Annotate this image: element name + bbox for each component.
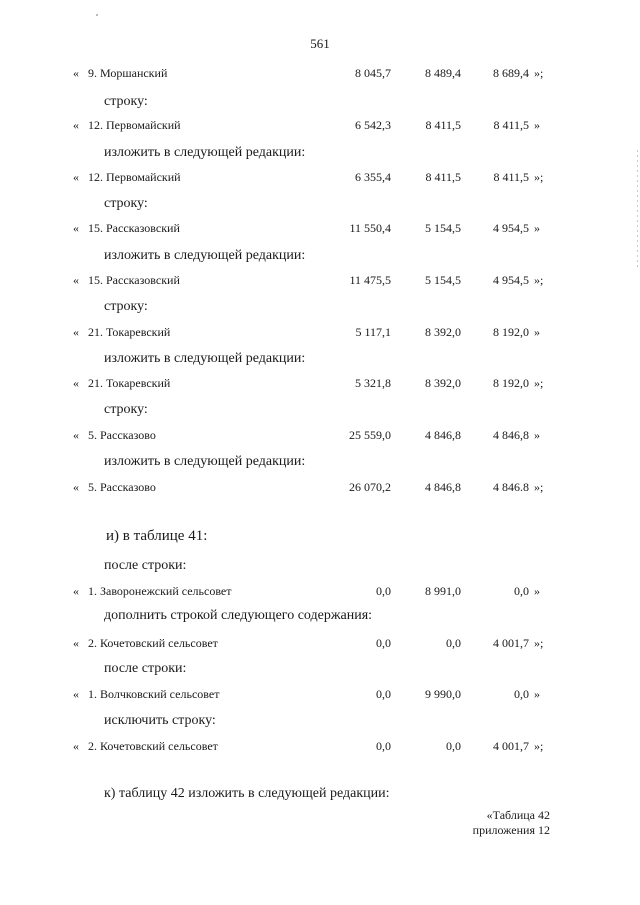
- value-col-1: 5 117,1: [355, 325, 391, 339]
- close-quote: »;: [534, 376, 544, 390]
- table-row: [0, 428, 640, 446]
- table-row: [0, 376, 640, 394]
- value-col-2: 8 392,0: [425, 376, 461, 390]
- table-row: [0, 584, 640, 602]
- open-quote: «: [73, 273, 79, 287]
- value-col-1: 0,0: [376, 584, 391, 598]
- district-name: 12. Первомайский: [88, 170, 181, 184]
- table-row: [0, 687, 640, 705]
- close-quote: »;: [534, 739, 544, 753]
- table-row: [0, 273, 640, 291]
- value-col-1: 26 070,2: [349, 480, 391, 494]
- value-col-1: 25 559,0: [349, 428, 391, 442]
- instruction-text: изложить в следующей редакции:: [104, 351, 306, 366]
- table-row: [0, 221, 640, 239]
- value-col-1: 8 045,7: [355, 66, 391, 80]
- district-name: 15. Рассказовский: [88, 273, 180, 287]
- close-quote: »: [534, 325, 540, 339]
- value-col-2: 0,0: [446, 636, 461, 650]
- value-col-3: 0,0: [514, 584, 529, 598]
- open-quote: «: [73, 584, 79, 598]
- value-col-1: 11 550,4: [349, 221, 391, 235]
- value-col-1: 0,0: [376, 636, 391, 650]
- district-name: 5. Рассказово: [88, 428, 156, 442]
- value-col-2: 5 154,5: [425, 273, 461, 287]
- open-quote: «: [73, 739, 79, 753]
- value-col-3: 4 846,8: [493, 428, 529, 442]
- value-col-2: 8 411,5: [425, 170, 461, 184]
- open-quote: «: [73, 325, 79, 339]
- open-quote: «: [73, 221, 79, 235]
- table-row: [0, 325, 640, 343]
- value-col-3: 8 689,4: [493, 66, 529, 80]
- open-quote: «: [73, 428, 79, 442]
- close-quote: »: [534, 221, 540, 235]
- value-col-3: 8 411,5: [493, 170, 529, 184]
- table-row: [0, 739, 640, 757]
- close-quote: »;: [534, 170, 544, 184]
- value-col-3: 4 954,5: [493, 221, 529, 235]
- table-row: [0, 66, 640, 84]
- value-col-1: 0,0: [376, 687, 391, 701]
- value-col-3: 4 954,5: [493, 273, 529, 287]
- instruction-text: строку:: [104, 299, 148, 314]
- value-col-3: 8 411,5: [493, 118, 529, 132]
- open-quote: «: [73, 170, 79, 184]
- table-caption-line: «Таблица 42: [486, 808, 550, 822]
- instruction-text: строку:: [104, 94, 148, 109]
- district-name: 21. Токаревский: [88, 325, 171, 339]
- close-quote: »;: [534, 480, 544, 494]
- table-row: [0, 170, 640, 188]
- instruction-text: после строки:: [104, 661, 187, 676]
- close-quote: »: [534, 118, 540, 132]
- district-name: 15. Рассказовский: [88, 221, 180, 235]
- scan-dot: [96, 14, 98, 16]
- value-col-3: 4 001,7: [493, 739, 529, 753]
- close-quote: »;: [534, 636, 544, 650]
- table-row: [0, 118, 640, 136]
- close-quote: »;: [534, 273, 544, 287]
- value-col-3: 8 192,0: [493, 325, 529, 339]
- value-col-1: 6 355,4: [355, 170, 391, 184]
- close-quote: »: [534, 687, 540, 701]
- value-col-1: 0,0: [376, 739, 391, 753]
- value-col-2: 8 489,4: [425, 66, 461, 80]
- value-col-2: 8 392,0: [425, 325, 461, 339]
- value-col-1: 11 475,5: [349, 273, 391, 287]
- open-quote: «: [73, 480, 79, 494]
- instruction-text: после строки:: [104, 558, 187, 573]
- value-col-3: 4 846.8: [493, 480, 529, 494]
- section-heading: к) таблицу 42 изложить в следующей редакции:: [104, 786, 390, 801]
- value-col-2: 8 411,5: [425, 118, 461, 132]
- open-quote: «: [73, 376, 79, 390]
- close-quote: »: [534, 584, 540, 598]
- section-heading: и) в таблице 41:: [106, 528, 208, 544]
- settlement-name: 2. Кочетовский сельсовет: [88, 739, 218, 753]
- settlement-name: 2. Кочетовский сельсовет: [88, 636, 218, 650]
- open-quote: «: [73, 636, 79, 650]
- instruction-text: исключить строку:: [104, 713, 216, 728]
- instruction-text: строку:: [104, 402, 148, 417]
- close-quote: »: [534, 428, 540, 442]
- instruction-text: изложить в следующей редакции:: [104, 145, 306, 160]
- value-col-1: 6 542,3: [355, 118, 391, 132]
- value-col-3: 8 192,0: [493, 376, 529, 390]
- value-col-2: 4 846,8: [425, 480, 461, 494]
- open-quote: «: [73, 118, 79, 132]
- value-col-1: 5 321,8: [355, 376, 391, 390]
- value-col-2: 0,0: [446, 739, 461, 753]
- instruction-text: дополнить строкой следующего содержания:: [104, 608, 373, 623]
- instruction-text: изложить в следующей редакции:: [104, 454, 306, 469]
- district-name: 12. Первомайский: [88, 118, 181, 132]
- district-name: 5. Рассказово: [88, 480, 156, 494]
- instruction-text: строку:: [104, 196, 148, 211]
- open-quote: «: [73, 66, 79, 80]
- district-name: 9. Моршанский: [88, 66, 168, 80]
- close-quote: »;: [534, 66, 544, 80]
- value-col-2: 8 991,0: [425, 584, 461, 598]
- table-caption-line: приложения 12: [472, 823, 550, 837]
- value-col-3: 0,0: [514, 687, 529, 701]
- open-quote: «: [73, 687, 79, 701]
- value-col-2: 5 154,5: [425, 221, 461, 235]
- district-name: 21. Токаревский: [88, 376, 171, 390]
- settlement-name: 1. Заворонежский сельсовет: [88, 584, 232, 598]
- instruction-text: изложить в следующей редакции:: [104, 248, 306, 263]
- page-number: 561: [310, 36, 330, 51]
- table-row: [0, 480, 640, 498]
- scan-edge-mark: [637, 150, 638, 270]
- settlement-name: 1. Волчковский сельсовет: [88, 687, 220, 701]
- value-col-2: 4 846,8: [425, 428, 461, 442]
- table-row: [0, 636, 640, 654]
- value-col-2: 9 990,0: [425, 687, 461, 701]
- value-col-3: 4 001,7: [493, 636, 529, 650]
